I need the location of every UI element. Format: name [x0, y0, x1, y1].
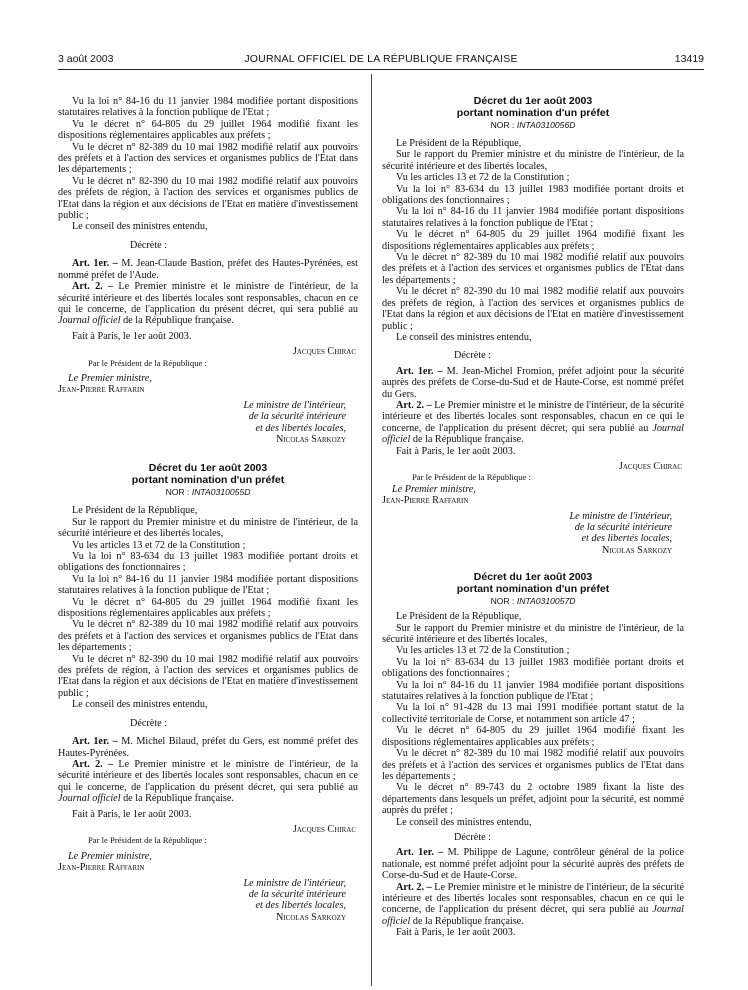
- article-label: Art. 2. –: [72, 758, 114, 770]
- visa-paragraph: Le conseil des ministres entendu,: [72, 221, 208, 233]
- pm-name: Jean-Pierre Raffarin: [382, 495, 469, 507]
- article-label: Art. 2. –: [72, 281, 114, 293]
- article-2: [58, 281, 358, 327]
- article-label: Art. 2. –: [396, 881, 432, 893]
- article-2: [382, 400, 684, 446]
- nor-code: INTA0310057D: [516, 596, 576, 607]
- minister-title: de la sécurité intérieure: [248, 411, 346, 423]
- visa-paragraph: Vu le décret n° 82-390 du 10 mai 1982 modifié relatif aux pouvoirs des préfets de région, à l'action des services et organismes publics de l'Etat dans la région et aux décisions de l'Etat en matière d'investissement public ;: [58, 653, 358, 699]
- article-label: Art. 1er. –: [72, 736, 118, 748]
- journal-officiel-ref: Journal officiel: [382, 904, 685, 927]
- visa-paragraph: Le Président de la République,: [72, 505, 198, 517]
- article-label: Art. 1er. –: [396, 847, 444, 859]
- journal-officiel-ref: Journal officiel: [58, 793, 121, 805]
- minister-title: et des libertés locales,: [581, 533, 672, 545]
- minister-title: Le ministre de l'intérieur,: [569, 510, 672, 522]
- visa-paragraph: Vu le décret n° 82-389 du 10 mai 1982 modifié relatif aux pouvoirs des préfets et à l'action des services et organismes publics de l'Etat dans les départements ;: [58, 141, 358, 176]
- article-label: Art. 1er. –: [72, 258, 118, 270]
- nor-code: INTA0310055D: [191, 487, 251, 498]
- visa-paragraph: Vu les articles 13 et 72 de la Constitution ;: [396, 645, 570, 657]
- minister-title: Le ministre de l'intérieur,: [243, 399, 346, 411]
- visa-paragraph: Vu la loi n° 83-634 du 13 juillet 1983 modifiée portant droits et obligations des fonctionnaires ;: [58, 551, 358, 574]
- visa-paragraph: Vu le décret n° 82-390 du 10 mai 1982 modifié relatif aux pouvoirs des préfets de région, à l'action des services et organismes publics de l'Etat dans la région et aux décisions de l'Etat en matière d'investissement public ;: [382, 286, 684, 332]
- nor-reference: NOR : INTA0310056D: [490, 120, 576, 130]
- visa-paragraph: Vu les articles 13 et 72 de la Constitution ;: [72, 539, 246, 551]
- pm-title: Le Premier ministre,: [68, 372, 152, 384]
- article-text: de la République française.: [123, 315, 234, 327]
- fait-a-paris: Fait à Paris, le 1er août 2003.: [396, 927, 516, 939]
- fait-a-paris: Fait à Paris, le 1er août 2003.: [72, 330, 192, 342]
- article-text: M. Michel Bilaud, préfet du Gers, est nommé préfet des Hautes-Pyrénées.: [58, 736, 359, 759]
- header-journal-title: JOURNAL OFFICIEL DE LA RÉPUBLIQUE FRANÇAISE: [244, 53, 518, 65]
- visa-paragraph: Vu le décret n° 82-389 du 10 mai 1982 modifié relatif aux pouvoirs des préfets et à l'action des services et organismes publics de l'Etat dans les départements ;: [382, 252, 684, 286]
- article-text: M. Jean-Claude Bastion, préfet des Hautes-Pyrénées, est nommé préfet de l'Aude.: [58, 258, 358, 281]
- article-1: [58, 736, 358, 759]
- visa-paragraph: Vu la loi n° 84-16 du 11 janvier 1984 modifiée portant dispositions statutaires relatives à la fonction publique de l'Etat ;: [58, 96, 358, 119]
- visa-paragraph: Vu le décret n° 82-390 du 10 mai 1982 modifié relatif aux pouvoirs des préfets de région, à l'action des services et organismes publics de l'Etat dans la région et aux décisions de l'Etat en matière d'investissement public ;: [58, 175, 358, 222]
- page-header: [58, 53, 704, 67]
- intro-paragraphs: [58, 96, 358, 233]
- nor-reference: NOR : INTA0310055D: [165, 487, 251, 498]
- pm-name: Jean-Pierre Raffarin: [58, 384, 145, 396]
- article-label: Art. 2. –: [396, 399, 432, 411]
- decrete-label: Décrète :: [454, 350, 492, 362]
- par-le-president: Par le Président de la République :: [412, 472, 531, 483]
- nor-code: INTA0310056D: [516, 120, 576, 130]
- article-text: de la République française.: [123, 793, 234, 805]
- article-text: de la République française.: [412, 915, 524, 927]
- decree-block: [382, 96, 684, 556]
- minister-name: Nicolas Sarkozy: [275, 433, 346, 445]
- header-date: 3 août 2003: [58, 53, 114, 65]
- article-1: [58, 258, 358, 281]
- nor-reference: NOR : INTA0310057D: [490, 596, 576, 607]
- minister-title: de la sécurité intérieure: [248, 888, 346, 900]
- header-page-number: 13419: [674, 53, 704, 65]
- visa-paragraph: Vu le décret n° 82-389 du 10 mai 1982 modifié relatif aux pouvoirs des préfets et à l'action des services et organismes publics de l'Etat dans les départements ;: [58, 619, 358, 654]
- journal-officiel-ref: Journal officiel: [382, 422, 685, 446]
- visa-paragraph: Le conseil des ministres entendu,: [396, 816, 532, 828]
- decrete-label: Décrète :: [454, 831, 492, 843]
- visa-paragraph: Vu le décret n° 64-805 du 29 juillet 1964 modifié fixant les dispositions réglementaires applicables aux préfets ;: [58, 118, 358, 142]
- article-text: Le Premier ministre et le ministre de l'intérieur, de la sécurité intérieure et des libertés locales sont responsables, chacun en ce qui le concerne, de l'application du présent décret, qui sera publié au: [58, 758, 359, 793]
- right-column: [382, 96, 684, 939]
- pm-title: Le Premier ministre,: [68, 850, 152, 862]
- decree-title: Décret du 1er août 2003: [148, 462, 268, 475]
- minister-name: Nicolas Sarkozy: [601, 544, 672, 556]
- minister-title: Le ministre de l'intérieur,: [243, 877, 346, 889]
- journal-officiel-ref: Journal officiel: [58, 315, 121, 327]
- visa-paragraph: Le conseil des ministres entendu,: [396, 331, 532, 343]
- visa-paragraph: Le Président de la République,: [396, 138, 522, 149]
- minister-title: de la sécurité intérieure: [574, 522, 672, 533]
- visa-paragraph: Vu la loi n° 84-16 du 11 janvier 1984 modifiée portant dispositions statutaires relatives à la fonction publique de l'Etat ;: [58, 573, 358, 597]
- visa-paragraph: Le conseil des ministres entendu,: [72, 699, 208, 711]
- minister-name: Nicolas Sarkozy: [275, 911, 346, 923]
- article-text: Le Premier ministre et le ministre de l'intérieur, de la sécurité intérieure et des libertés locales sont responsables, chacun en ce qui le concerne, de l'application du présent décret, qui sera publié au: [382, 399, 685, 434]
- fait-a-paris: Fait à Paris, le 1er août 2003.: [396, 445, 516, 457]
- article-2: [382, 882, 684, 928]
- decree-title: Décret du 1er août 2003: [473, 95, 593, 107]
- pm-title: Le Premier ministre,: [392, 483, 476, 495]
- visa-paragraph: Vu la loi n° 83-634 du 13 juillet 1983 modifiée portant droits et obligations des fonctionnaires ;: [382, 183, 684, 207]
- visa-paragraph: Vu le décret n° 89-743 du 2 octobre 1989 fixant la liste des départements dans lesquels un préfet, adjoint pour la sécurité, est nommé auprès du préfet ;: [382, 782, 684, 817]
- column-divider: [371, 74, 372, 986]
- visa-paragraph: Sur le rapport du Premier ministre et du ministre de l'intérieur, de la sécurité intérieure et des libertés locales,: [382, 622, 684, 646]
- visa-paragraph: Vu la loi n° 91-428 du 13 mai 1991 modifiée portant statut de la collectivité territoriale de Corse, et notamment son article 47 ;: [382, 702, 684, 725]
- article-text: Le Premier ministre et le ministre de l'intérieur, de la sécurité intérieure et des libertés locales sont responsables, chacun en ce qui le concerne, de l'application du présent décret, qui sera publié au: [382, 881, 685, 916]
- article-text: M. Philippe de Lagune, contrôleur général de la police nationale, est nommé préfet adjoint pour la sécurité auprès des préfets de Corse-du-Sud et de Haute-Corse.: [382, 847, 684, 882]
- decrete-label: Décrète :: [130, 717, 168, 729]
- decree-subtitle: portant nomination d'un préfet: [456, 582, 610, 595]
- visa-paragraph: Vu la loi n° 84-16 du 11 janvier 1984 modifiée portant dispositions statutaires relatives à la fonction publique de l'Etat ;: [382, 206, 684, 229]
- visa-paragraph: Le Président de la République,: [396, 611, 522, 623]
- visa-paragraph: Vu le décret n° 64-805 du 29 juillet 1964 modifié fixant les dispositions réglementaires applicables aux préfets ;: [382, 229, 684, 252]
- minister-title: et des libertés locales,: [255, 422, 346, 434]
- decree-title: Décret du 1er août 2003: [473, 571, 593, 584]
- article-text: de la République française.: [412, 434, 524, 446]
- header-rule: [58, 69, 704, 70]
- article-1: [382, 847, 684, 881]
- par-le-president: Par le Président de la République :: [88, 357, 207, 368]
- decrete-label: Décrète :: [130, 239, 168, 251]
- visa-paragraph: Vu le décret n° 82-389 du 10 mai 1982 modifié relatif aux pouvoirs des préfets et à l'action des services et organismes publics de l'Etat dans les départements ;: [382, 748, 684, 782]
- visa-paragraph: Sur le rapport du Premier ministre et du ministre de l'intérieur, de la sécurité intérieure et des libertés locales,: [58, 516, 358, 540]
- president-signature: Jacques Chirac: [618, 460, 682, 472]
- visa-paragraph: Vu les articles 13 et 72 de la Constitution ;: [396, 172, 570, 184]
- minister-title: et des libertés locales,: [255, 900, 346, 912]
- article-2: [58, 759, 358, 805]
- visa-paragraph: Sur le rapport du Premier ministre et du ministre de l'intérieur, de la sécurité intérieure et des libertés locales,: [382, 149, 684, 172]
- par-le-president: Par le Président de la République :: [88, 835, 207, 846]
- article-text: Le Premier ministre et le ministre de l'intérieur, de la sécurité intérieure et des libertés locales sont responsables, chacun en ce qui le concerne, de l'application du présent décret, qui sera publié au: [58, 281, 359, 315]
- article-1: [382, 366, 684, 400]
- decree-block: [382, 572, 684, 938]
- decree-subtitle: portant nomination d'un préfet: [456, 106, 610, 119]
- fait-a-paris: Fait à Paris, le 1er août 2003.: [72, 808, 192, 820]
- president-signature: Jacques Chirac: [292, 346, 356, 358]
- pm-name: Jean-Pierre Raffarin: [58, 862, 145, 874]
- visa-paragraph: Vu le décret n° 64-805 du 29 juillet 1964 modifié fixant les dispositions réglementaires applicables aux préfets ;: [382, 725, 684, 748]
- visa-paragraph: Vu la loi n° 83-634 du 13 juillet 1983 modifiée portant droits et obligations des fonctionnaires ;: [382, 656, 684, 680]
- visa-paragraph: Vu le décret n° 64-805 du 29 juillet 1964 modifié fixant les dispositions réglementaires applicables aux préfets ;: [58, 596, 358, 620]
- decree-block: [58, 463, 358, 923]
- left-column: [58, 96, 358, 923]
- president-signature: Jacques Chirac: [292, 823, 356, 835]
- visa-paragraph: Vu la loi n° 84-16 du 11 janvier 1984 modifiée portant dispositions statutaires relatives à la fonction publique de l'Etat ;: [382, 679, 684, 703]
- article-label: Art. 1er. –: [396, 365, 443, 377]
- decree-subtitle: portant nomination d'un préfet: [131, 473, 285, 486]
- article-text: M. Jean-Michel Fromion, préfet adjoint pour la sécurité auprès des préfets de Corse-du-Sud et de Haute-Corse, est nommé préfet du Gers.: [382, 365, 684, 400]
